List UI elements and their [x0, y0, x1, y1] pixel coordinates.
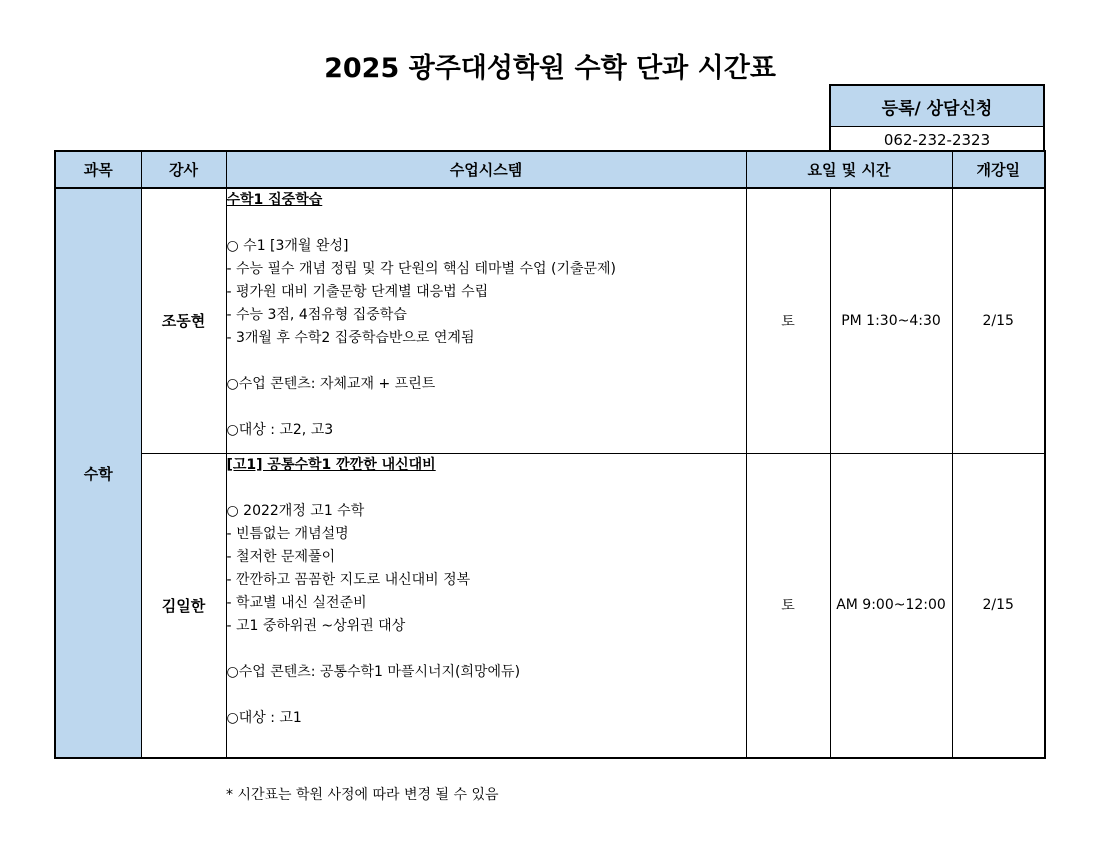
course-target: ○대상 : 고2, 고3 — [226, 422, 334, 438]
course-bullet: - 평가원 대비 기출문항 단계별 대응법 수립 — [226, 284, 489, 300]
course-bullet: - 3개월 후 수학2 집중학습반으로 연계됨 — [226, 330, 475, 346]
time-cell: PM 1:30~4:30 — [830, 188, 952, 453]
course-bullet: - 빈틈없는 개념설명 — [226, 525, 349, 542]
subject-cell: 수학 — [55, 188, 141, 758]
day-cell: 토 — [746, 453, 830, 758]
course-level: ○ 수1 [3개월 완성] — [226, 238, 349, 254]
course-bullet: - 깐깐하고 꼼꼼한 지도로 내신대비 정복 — [226, 571, 471, 588]
table-header-row — [55, 151, 1045, 188]
table-row — [55, 188, 1045, 453]
header-subject: 과목 — [55, 151, 141, 188]
course-level: ○ 2022개정 고1 수학 — [226, 502, 365, 519]
header-system: 수업시스템 — [226, 151, 746, 188]
course-title: [고1] 공통수학1 깐깐한 내신대비 — [226, 456, 436, 473]
course-target: ○대상 : 고1 — [226, 709, 302, 726]
course-bullet: - 학교별 내신 실전준비 — [226, 594, 367, 611]
course-bullet: - 수능 3점, 4점유형 집중학습 — [226, 307, 407, 323]
table-row — [55, 453, 1045, 758]
registration-box — [829, 84, 1045, 153]
page-title: 2025 광주대성학원 수학 단과 시간표 — [324, 53, 776, 84]
course-bullet: - 고1 중하위권 ~상위권 대상 — [226, 617, 406, 634]
registration-label: 등록/ 상담신청 — [831, 86, 1043, 127]
day-cell: 토 — [746, 188, 830, 453]
start-date-cell: 2/15 — [952, 188, 1045, 453]
header-start-date: 개강일 — [952, 151, 1045, 188]
system-cell — [226, 188, 746, 453]
registration-phone[interactable]: 062-232-2323 — [883, 131, 991, 149]
course-bullet: - 철저한 문제풀이 — [226, 548, 336, 565]
schedule-table — [54, 150, 1046, 759]
course-title: 수학1 집중학습 — [226, 192, 323, 208]
system-cell — [226, 453, 746, 758]
footnote: * 시간표는 학원 사정에 따라 변경 될 수 있음 — [226, 787, 499, 803]
course-contents: ○수업 콘텐츠: 공통수학1 마플시너지(희망에듀) — [226, 663, 521, 680]
teacher-cell: 김일한 — [141, 453, 226, 758]
header-teacher: 강사 — [141, 151, 226, 188]
teacher-cell: 조동현 — [141, 188, 226, 453]
time-cell: AM 9:00~12:00 — [830, 453, 952, 758]
header-schedule: 요일 및 시간 — [746, 151, 952, 188]
start-date-cell: 2/15 — [952, 453, 1045, 758]
course-contents: ○수업 콘텐츠: 자체교재 + 프린트 — [226, 376, 436, 392]
course-bullet: - 수능 필수 개념 정립 및 각 단원의 핵심 테마별 수업 (기출문제) — [226, 261, 617, 277]
